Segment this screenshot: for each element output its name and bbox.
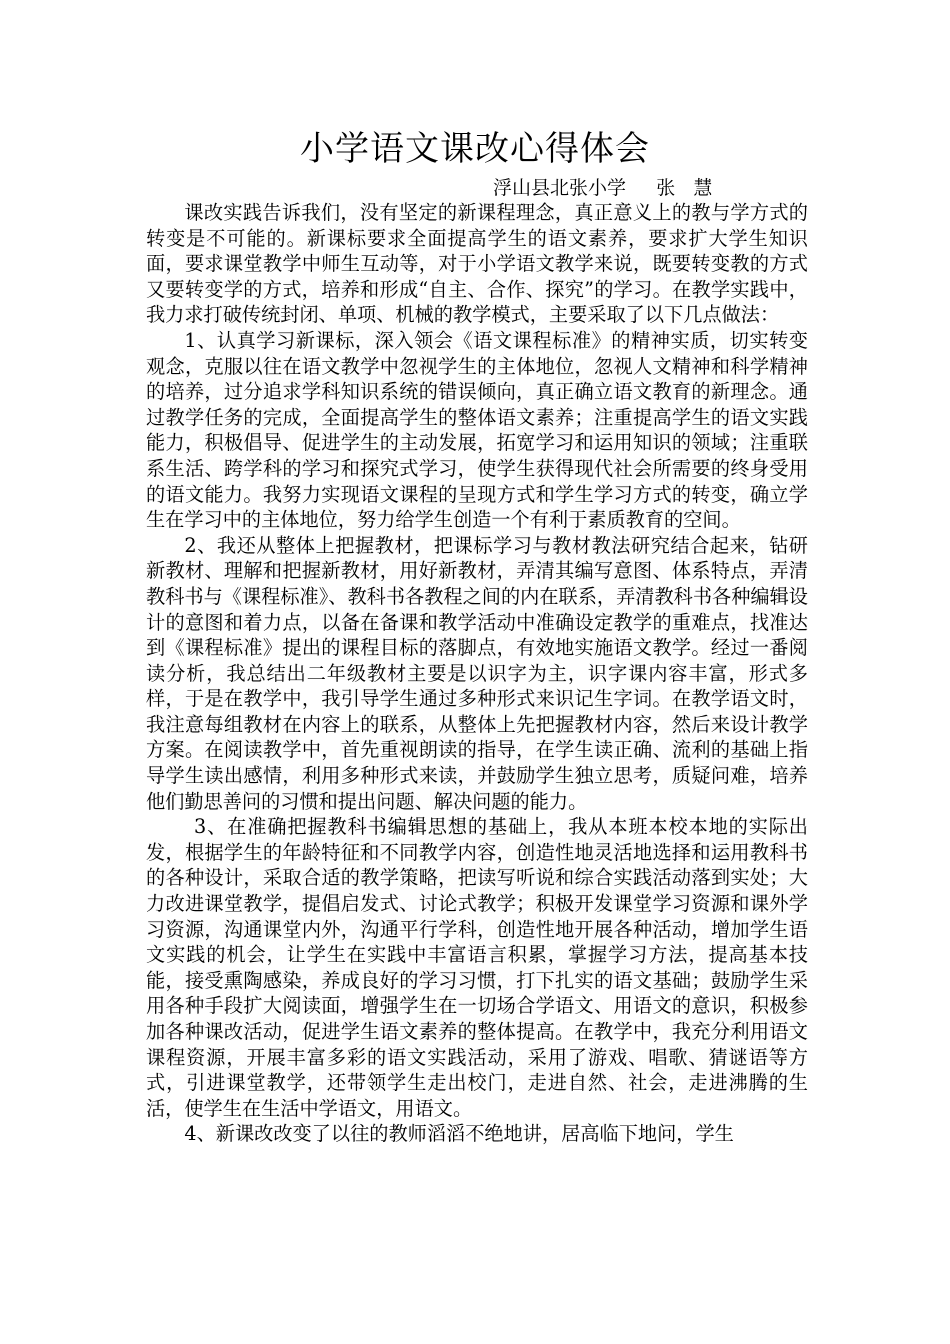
paragraph-point-3: 3、在准确把握教科书编辑思想的基础上，我从本班本校本地的实际出发，根据学生的年龄特征和不同教学内容，创造性地灵活地选择和运用教科书的各种设计，采取合适的教学策略，把读写听说和综合实践活动落到实处；大力改进课堂教学，提倡启发式、讨论式教学；积极开发课堂学习资源和课外学习资源，沟通课堂内外，沟通平行学科，创造性地开展各种活动，增加学生语文实践的机会，让学生在实践中丰富语言积累，掌握学习方法，提高基本技能，接受熏陶感染，养成良好的学习习惯，打下扎实的语文基础；鼓励学生采用各种手段扩大阅读面，增强学生在一切场合学语文、用语文的意识，积极参加各种课改活动，促进学生语文素养的整体提高。在教学中，我充分利用语文课程资源，开展丰富多彩的语文实践活动，采用了游戏、唱歌、猜谜语等方式，引进课堂教学，还带领学生走出校门，走进自然、社会，走进沸腾的生活，使学生在生活中学语文，用语文。 [146, 815, 808, 1120]
author-byline: 浮山县北张小学 张 慧 [493, 177, 713, 199]
paragraph-point-1: 1、认真学习新课标，深入领会《语文课程标准》的精神实质，切实转变观念，克服以往在语文教学中忽视学生的主体地位，忽视人文精神和科学精神的培养，过分追求学科知识系统的错误倾向，真正确立语文教育的新理念。通过教学任务的完成，全面提高学生的整体语文素养；注重提高学生的语文实践能力，积极倡导、促进学生的主动发展，拓宽学习和运用知识的领域；注重联系生活、跨学科的学习和探究式学习，使学生获得现代社会所需要的终身受用的语文能力。我努力实现语文课程的呈现方式和学生学习方式的转变，确立学生在学习中的主体地位，努力给学生创造一个有利于素质教育的空间。 [146, 328, 808, 532]
paragraph-point-2: 2、我还从整体上把握教材，把课标学习与教材教法研究结合起来，钻研新教材、理解和把握新教材，用好新教材，弄清其编写意图、体系特点，弄清教科书与《课程标准》、教科书各教程之间的内在联系，弄清教科书各种编辑设计的意图和着力点，以备在备课和教学活动中准确设定教学的重难点，找准达到《课程标准》提出的课程目标的落脚点，有效地实施语文教学。经过一番阅读分析，我总结出二年级教材主要是以识字为主，识字课内容丰富，形式多样，于是在教学中，我引导学生通过多种形式来识记生字词。在教学语文时，我注意每组教材在内容上的联系，从整体上先把握教材内容，然后来设计教学方案。在阅读教学中，首先重视朗读的指导，在学生读正确、流利的基础上指导学生读出感情，利用多种形式来读，并鼓励学生独立思考，质疑问难，培养他们勤思善问的习惯和提出问题、解决问题的能力。 [146, 533, 808, 813]
document-title: 小学语文课改心得体会 [300, 129, 650, 169]
intro-paragraph: 课改实践告诉我们，没有坚定的新课程理念，真正意义上的教与学方式的转变是不可能的。新课标要求全面提高学生的语文素养，要求扩大学生知识面，要求课堂教学中师生互动等，对于小学语文教学来说，既要转变教的方式又要转变学的方式，培养和形成“自主、合作、探究”的学习。在教学实践中，我力求打破传统封闭、单项、机械的教学模式，主要采取了以下几点做法： [146, 201, 808, 327]
document-body [146, 200, 808, 1147]
paragraph-point-4: 4、新课改改变了以往的教师滔滔不绝地讲，居高临下地问，学生 [184, 1122, 734, 1146]
